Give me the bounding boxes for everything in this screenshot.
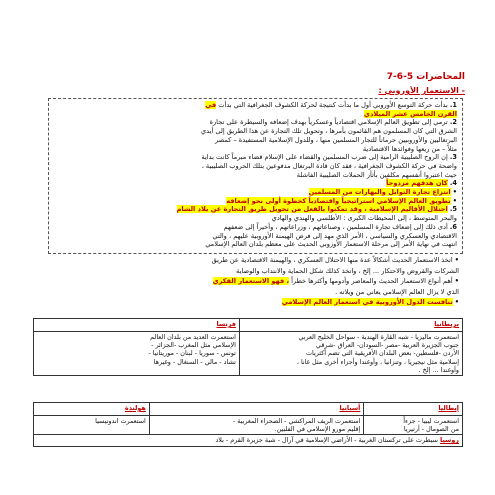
point-number: 3. [449,153,457,162]
point-text: انتهت في نهاية الأمر إلى مرحلة الاستعمار الأوروبي الحديث على معظم بلدان العالم الإسلامي [205,240,457,249]
point-text: مثلاً – من ريعها وفوائدها الاقتصادية [362,144,457,153]
colonies-table-2 [33,402,463,447]
note-text: أهم أنواع الاستعمار الحديث والمعاصر وأدومها وأكثرها خطراً [289,277,453,285]
point-text: والبحر المتوسط ، إلى المحيطات الكبرى : الأطلسي والهندي والهادي [271,214,457,223]
highlighted-text: تنافست الدول الأوروبية في استعمار العالم الإسلامي [281,298,453,306]
highlighted-text: في [205,101,217,109]
point-line [215,136,457,144]
header-france: فرنسا [34,319,240,332]
point-text: أدى ذلك إلى إضعاف تجارة المسلمين ، وصناعاتهم ، وزراعاتهم ، وأخيراً إلى ضعفهم [223,222,448,231]
russia-row [34,435,463,446]
cell-line: استعمرت العديد من بلدان العالم [150,333,236,341]
point-line [210,118,457,126]
cell-line: الأردن -فلسطين- بعض البلدان الأفريقية التي تضم أكثريات [306,349,459,358]
point-line [201,153,457,161]
cell-line: استعمرت ليبيا - جزءاً [403,417,459,425]
note-line [282,298,459,306]
cell-line: وأوغندا ... إلخ . [418,365,459,374]
note-text: اتخذ الاستعمار الحديث أشكالاً عدة منها الاحتلال العسكري ، والهيمنة الاقتصادية عن طريق [211,256,453,264]
russia-text: سيطرت على تركستان الغربية - الأراضي الإسلامية في آرال - شبة جزيرة القرم - بلاد [215,436,438,445]
cell-line: إقليم مورو الإسلامي في الفلبين. [274,425,361,434]
cell-line: تشاد - مالي - السنغال - وغيرها [153,357,236,366]
point-text: الاقتصادي والعسكري والسياسي ، الأمر الذي مهد إلى فرض الهيمنة الأوروبية عليهم ، والتي [212,231,457,240]
cell-line: من الصومال - أرتيريا [403,425,459,434]
note-line [335,288,459,296]
note-line [212,256,459,264]
note-line [213,277,459,285]
note-text: الشركات والقروض والاحتكار ... إلخ ، واتخذ كذلك شكل الحماية والانتداب والوصاية [236,266,459,275]
cell-line: جنوب الجزيرة العربية -مصر -السودان- العراق -شرقي [316,341,459,350]
point-line [224,223,457,231]
note-text: الذي لا يزال العالم الإسلامي يعاني من ويلاته . [335,287,459,296]
italy-colonies-cell [364,416,463,435]
point-line [226,197,457,205]
highlighted-text: احتلال الأقاليم الإسلامية ، وقد تمكنوا بالفعل من تحويل طريق التجارة عن بلاد الشام [176,205,448,214]
point-line [272,214,457,222]
page-title: المحاضرات 5-6-7 [386,72,465,82]
point-number: 1. [449,101,457,109]
point-line [201,127,457,135]
highlighted-text: ، فهو الاستعمار الفكري [212,277,289,285]
point-line [177,205,457,213]
cell-line: الإسلامي مثل المغرب -الجزائر - [151,341,236,350]
bullet: • [454,256,459,264]
point-line [205,240,457,248]
cell-line: استعمرت ماليزيا - شبه القارة الهندية - سواحل الخليج العربي [298,333,459,341]
point-number: 6. [449,222,457,231]
cell-line: استعمرت اندونيسيا [95,417,146,425]
point-number: • [452,188,457,196]
section-subtitle: - الاستعمار الأوروبي : [378,86,465,95]
cell-line: إسلامية مثل نيجيريا ، وتنزانيا ، وأوغندا وأجزاء أخرى مثل غانا ، [296,357,459,366]
point-line [364,110,457,118]
point-line [212,232,457,240]
point-text: ترمي إلى تطويق العالم الإسلامي اقتصادياً وعسكرياً بهدف إضعافه والسيطرة على تجارة [209,118,448,127]
header-netherlands: هولندة [34,403,150,416]
header-spain: أسبانيا [149,403,364,416]
point-line [309,188,457,196]
cell-line: تونس - سوريا - لبنان - موريتانيا - [148,349,236,358]
colonies-table-1 [33,318,463,376]
highlighted-text: كان هدفهم مزدوجاً [386,179,448,188]
highlighted-text: تطويق العالم الإسلامي استراتيجياً واقتصادياً كخطوة أولى نحو إضعافه [226,196,451,205]
russia-label: روسيا [440,436,459,445]
point-text: إن الروح الصليبية الرامية إلى ضرب المسلمين والقضاء على الإسلام قضاء مبرماً كانت بداية [201,153,448,162]
point-number: 2. [449,118,457,127]
point-text: واضحة في حركة الكشوف الجغرافية ، فقد كان قادة البرتغال مدفوعين بتلك الحروب الصليبية ، [201,161,457,170]
header-italy: إيطاليا [364,403,463,416]
header-britain: بريطانيا [239,319,462,332]
point-line [363,145,457,153]
point-line [297,171,457,179]
france-colonies-cell [34,332,240,376]
point-number: • [452,196,457,205]
point-number: 5. [449,205,457,214]
note-line [236,267,459,275]
point-line [205,101,457,109]
bullet: • [454,298,459,306]
britain-colonies-cell [239,332,462,376]
cell-line [37,436,459,444]
spain-colonies-cell [149,416,364,435]
point-text: الشرق التي كان المسلمون هم القائمون بأمرها ، وتحويل تلك التجارة عن هذا الطريق إلى أيدي [201,127,457,136]
point-text: بدأت حركة التوسع الأوروبي أول ما بدأت كنتيجة لحركة الكشوف الجغرافية التي بدأت [216,101,448,109]
point-line [386,179,457,187]
point-number: 4. [449,179,457,188]
highlighted-text: انتزاع تجارة التوابل والبهارات من المسلمين [308,188,451,196]
cell-line: استعمرت الريف المراكشي - الصحراء المغربية - [232,417,361,425]
point-line [202,162,457,170]
highlighted-text: القرن الخامس عشر الميلادي [363,109,457,118]
point-text: حيث اعتبروا أنفسهم مكلفين بأثأر الحملات الصليبية الفاشلة [296,170,457,179]
netherlands-colonies-cell [34,416,150,435]
point-text: البرتغاليين والأوروبيين حرماناً للتجار المسلمين منها ، وللدول الإسلامية المستفيدة – كمصر [215,135,457,144]
bullet: • [454,277,459,285]
